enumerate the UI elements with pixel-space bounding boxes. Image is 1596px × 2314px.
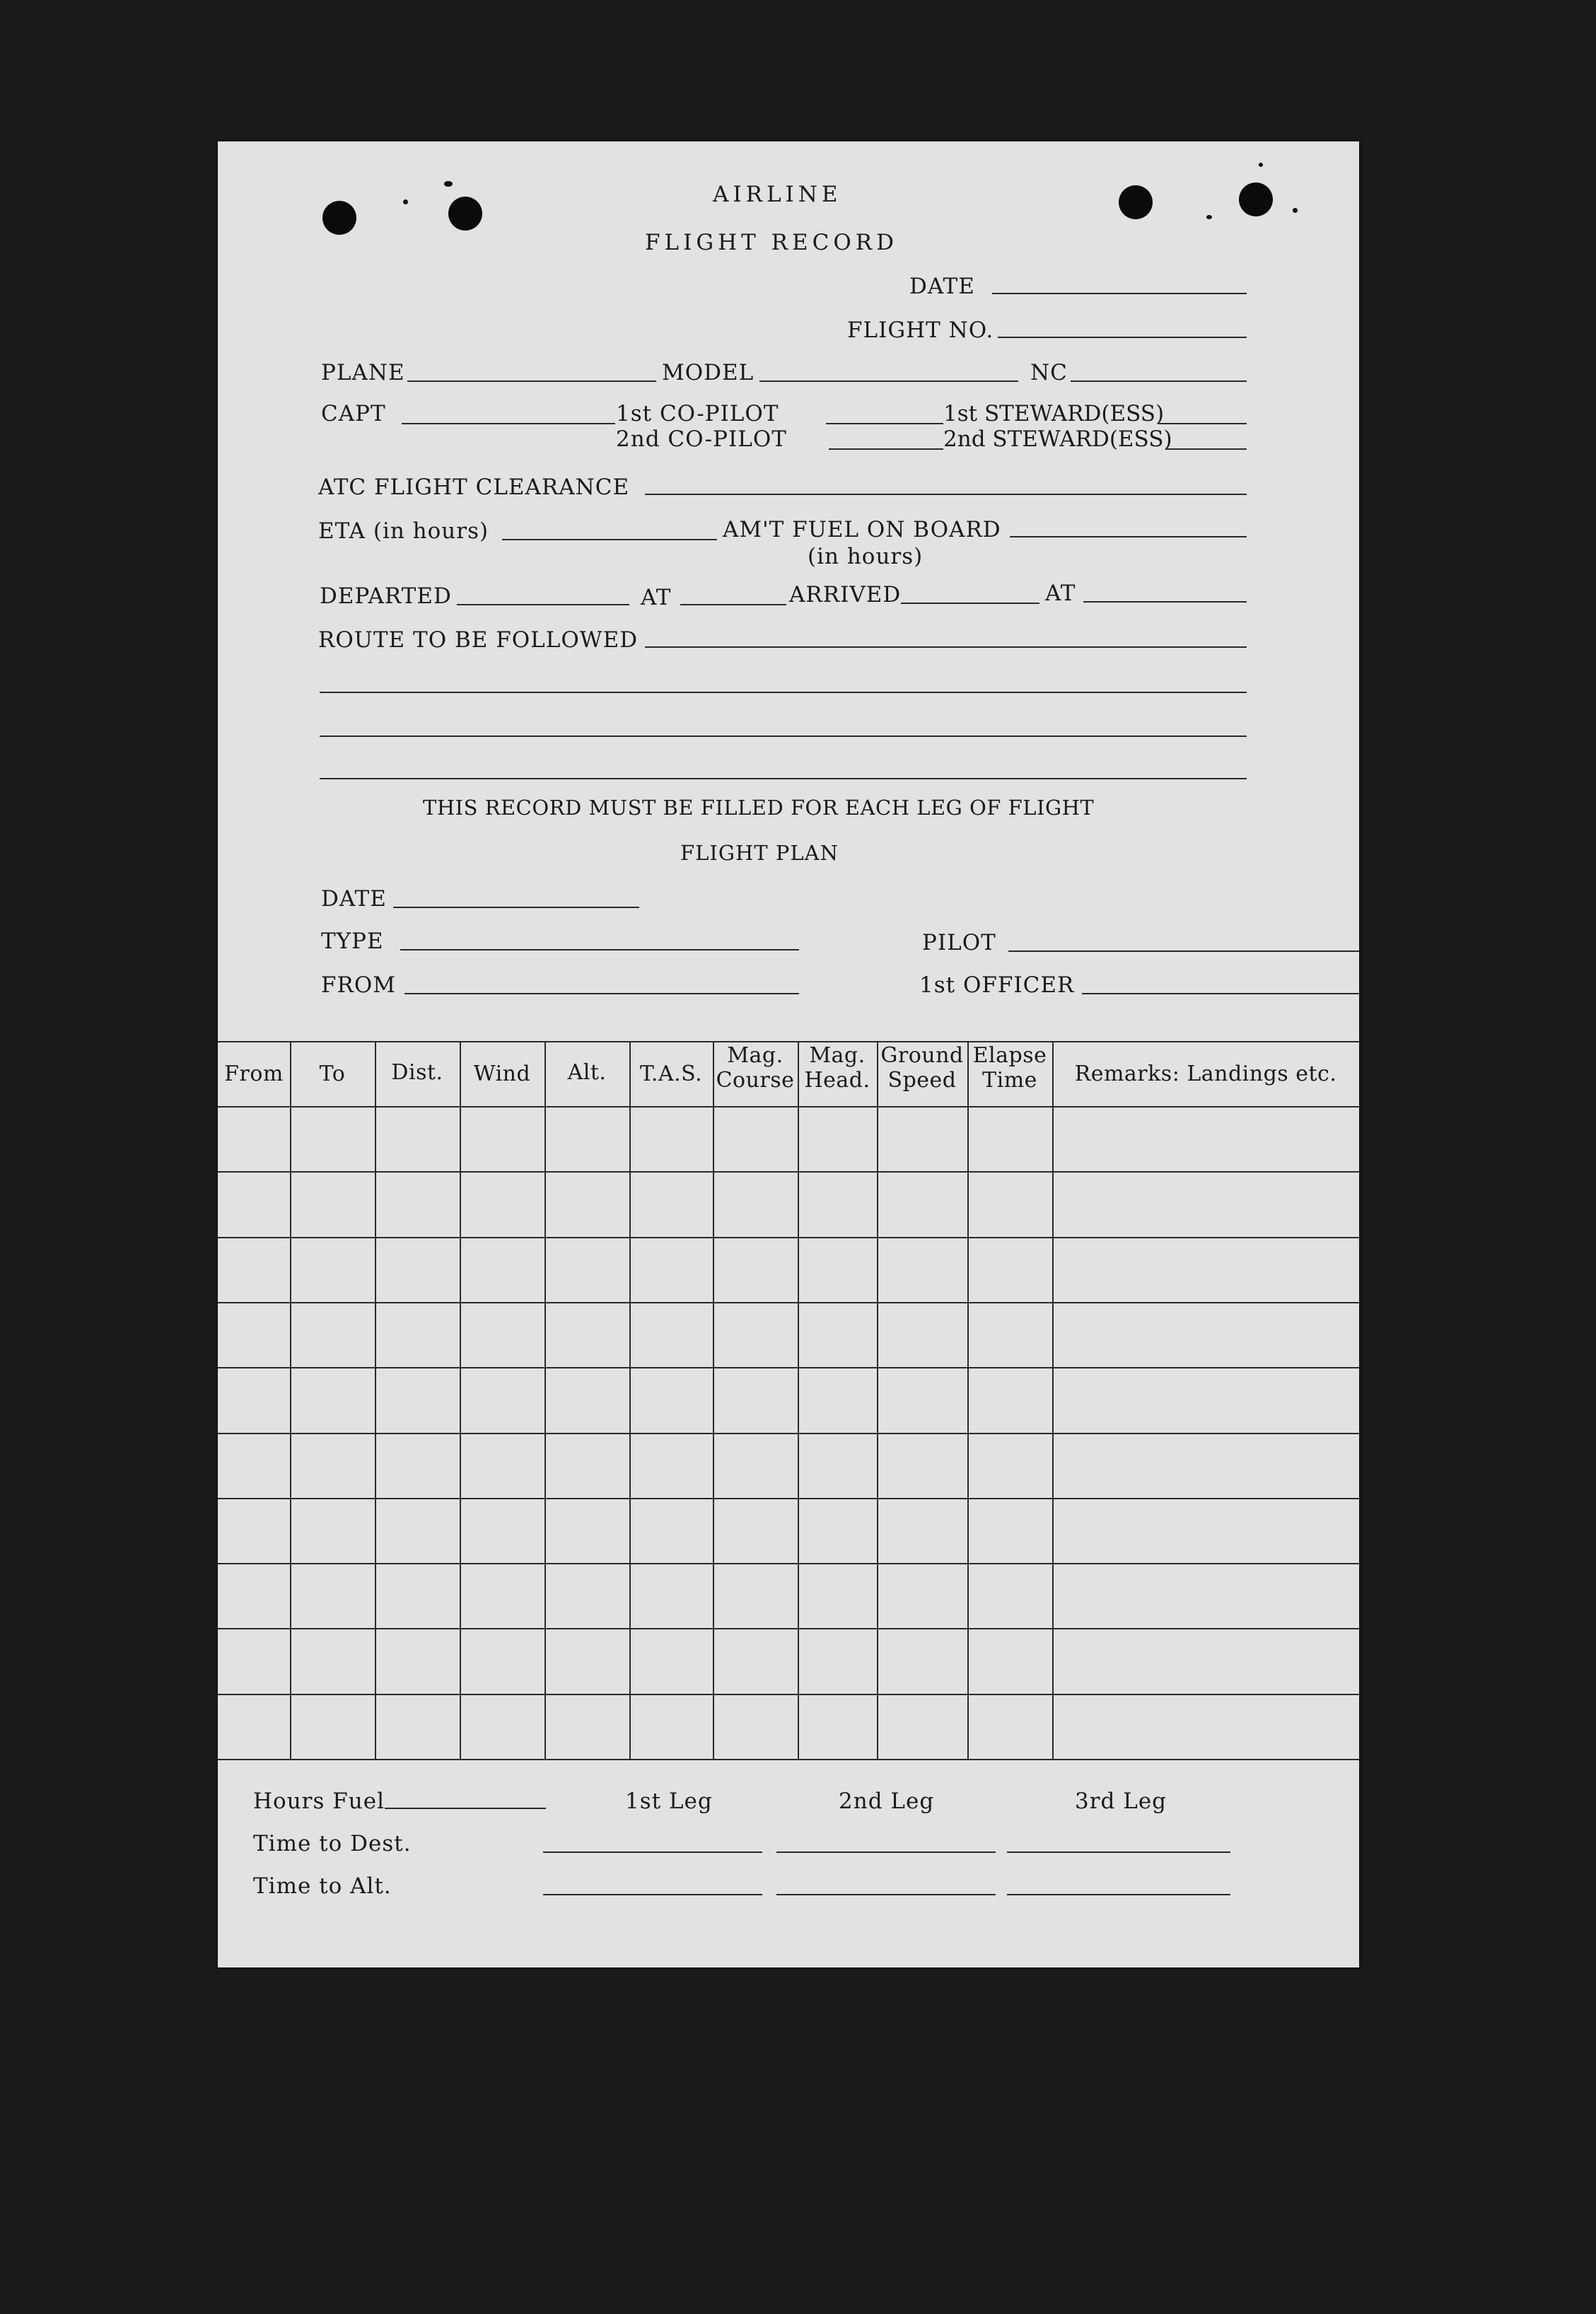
time-to-alt-label: Time to Alt. — [253, 1873, 392, 1899]
table-column-divider — [713, 1041, 714, 1759]
time-to-alt-leg-3-line[interactable] — [1007, 1894, 1230, 1895]
table-row-divider — [218, 1367, 1359, 1368]
flight-no-line[interactable] — [998, 337, 1247, 338]
col-header-ground-speed: Ground Speed — [880, 1043, 964, 1093]
table-row-divider — [218, 1433, 1359, 1434]
arrived-at-line[interactable] — [1083, 601, 1247, 603]
fuel-unit-label: (in hours) — [808, 544, 924, 569]
time-to-dest-leg-1-line[interactable] — [543, 1851, 762, 1853]
col-header-remarks: Remarks: Landings etc. — [1074, 1062, 1337, 1086]
fuel-on-board-label: AM'T FUEL ON BOARD — [723, 517, 1001, 542]
departed-label: DEPARTED — [320, 583, 452, 609]
table-column-divider — [375, 1041, 376, 1759]
flight-no-label: FLIGHT NO. — [847, 318, 994, 343]
plan-pilot-line[interactable] — [1008, 950, 1359, 952]
col-header-mag-head: Mag. Head. — [804, 1043, 870, 1093]
first-co-pilot-label: 1st CO-PILOT — [616, 401, 779, 426]
col-header-wind: Wind — [473, 1062, 531, 1086]
route-line[interactable] — [320, 692, 1247, 693]
route-line[interactable] — [645, 646, 1247, 648]
arrived-label: ARRIVED — [789, 582, 902, 607]
time-to-dest-leg-3-line[interactable] — [1007, 1851, 1230, 1853]
capt-line[interactable] — [402, 423, 615, 424]
form-title: FLIGHT RECORD — [645, 230, 898, 255]
route-line[interactable] — [320, 736, 1247, 737]
date-line[interactable] — [992, 293, 1247, 294]
airline-label: AIRLINE — [713, 182, 842, 207]
atc-clearance-label: ATC FLIGHT CLEARANCE — [318, 475, 630, 500]
departed-at-line[interactable] — [680, 604, 786, 605]
col-header-alt: Alt. — [567, 1060, 607, 1085]
second-co-pilot-line[interactable] — [829, 448, 943, 450]
leg-1-header: 1st Leg — [625, 1789, 713, 1814]
table-row-divider — [218, 1171, 1359, 1173]
hours-fuel-label: Hours Fuel — [253, 1789, 385, 1814]
model-line[interactable] — [759, 380, 1018, 382]
first-steward-label: 1st STEWARD(ESS) — [943, 401, 1165, 426]
eta-line[interactable] — [502, 539, 717, 540]
route-line[interactable] — [320, 778, 1247, 779]
plan-date-label: DATE — [321, 886, 387, 912]
leg-2-header: 2nd Leg — [839, 1789, 935, 1814]
time-to-alt-leg-2-line[interactable] — [776, 1894, 996, 1895]
time-to-dest-label: Time to Dest. — [253, 1831, 412, 1856]
second-co-pilot-label: 2nd CO-PILOT — [616, 426, 787, 452]
punch-hole — [1239, 182, 1273, 216]
departed-line[interactable] — [457, 604, 629, 605]
table-row-divider — [218, 1628, 1359, 1629]
table-row-divider — [218, 1498, 1359, 1499]
flight-record-form — [218, 141, 1359, 1967]
table-column-divider — [798, 1041, 799, 1759]
plan-from-line[interactable] — [404, 993, 799, 994]
punch-hole — [448, 197, 482, 231]
col-header-from: From — [224, 1062, 284, 1086]
plane-line[interactable] — [407, 380, 656, 382]
model-label: MODEL — [662, 360, 755, 385]
table-column-divider — [290, 1041, 291, 1759]
plan-date-line[interactable] — [393, 907, 639, 908]
departed-at-label: AT — [641, 585, 672, 610]
fill-notice: THIS RECORD MUST BE FILLED FOR EACH LEG OF FLIGHT — [423, 796, 1095, 820]
punch-hole — [322, 201, 356, 235]
table-row-divider — [218, 1237, 1359, 1238]
arrived-at-label: AT — [1045, 581, 1076, 606]
col-header-tas: T.A.S. — [639, 1062, 703, 1086]
table-row-divider — [218, 1694, 1359, 1695]
col-header-elapse-time: Elapse Time — [972, 1043, 1047, 1093]
route-label: ROUTE TO BE FOLLOWED — [318, 627, 639, 653]
plan-type-line[interactable] — [400, 949, 799, 950]
plan-pilot-label: PILOT — [922, 930, 996, 955]
col-header-mag-course: Mag. Course — [716, 1043, 795, 1093]
arrived-line[interactable] — [901, 603, 1039, 604]
table-column-divider — [544, 1041, 546, 1759]
ink-speck — [1206, 215, 1212, 219]
flight-log-table — [218, 1041, 1359, 1908]
table-row-divider — [218, 1563, 1359, 1564]
table-column-divider — [877, 1041, 878, 1759]
leg-3-header: 3rd Leg — [1075, 1789, 1167, 1814]
second-steward-label: 2nd STEWARD(ESS) — [943, 426, 1172, 452]
table-row-divider — [218, 1106, 1359, 1107]
eta-label: ETA (in hours) — [318, 518, 489, 544]
plan-first-officer-line[interactable] — [1082, 993, 1359, 994]
ink-speck — [444, 181, 453, 187]
date-label: DATE — [909, 274, 975, 299]
first-steward-line[interactable] — [1158, 423, 1247, 424]
ink-speck — [403, 199, 408, 204]
ink-speck — [1293, 208, 1298, 213]
plan-first-officer-label: 1st OFFICER — [919, 972, 1075, 998]
flight-plan-title: FLIGHT PLAN — [680, 841, 839, 865]
punch-hole — [1119, 185, 1153, 219]
plane-label: PLANE — [321, 360, 405, 385]
table-row-divider — [218, 1759, 1359, 1760]
table-column-divider — [629, 1041, 631, 1759]
table-row-divider — [218, 1302, 1359, 1303]
time-to-alt-leg-1-line[interactable] — [543, 1894, 762, 1895]
plan-from-label: FROM — [321, 972, 397, 998]
first-co-pilot-line[interactable] — [826, 423, 943, 424]
hours-fuel-line[interactable] — [385, 1808, 546, 1809]
col-header-to: To — [319, 1062, 346, 1086]
table-column-divider — [1052, 1041, 1054, 1759]
nc-label: NC — [1030, 360, 1068, 385]
capt-label: CAPT — [321, 401, 386, 426]
second-steward-line[interactable] — [1165, 448, 1247, 450]
table-column-divider — [967, 1041, 969, 1759]
plan-type-label: TYPE — [321, 929, 384, 954]
atc-clearance-line[interactable] — [645, 494, 1247, 495]
ink-speck — [1259, 163, 1263, 167]
col-header-dist: Dist. — [391, 1060, 443, 1085]
table-column-divider — [460, 1041, 461, 1759]
nc-line[interactable] — [1071, 380, 1247, 382]
fuel-on-board-line[interactable] — [1010, 536, 1247, 537]
time-to-dest-leg-2-line[interactable] — [776, 1851, 996, 1853]
